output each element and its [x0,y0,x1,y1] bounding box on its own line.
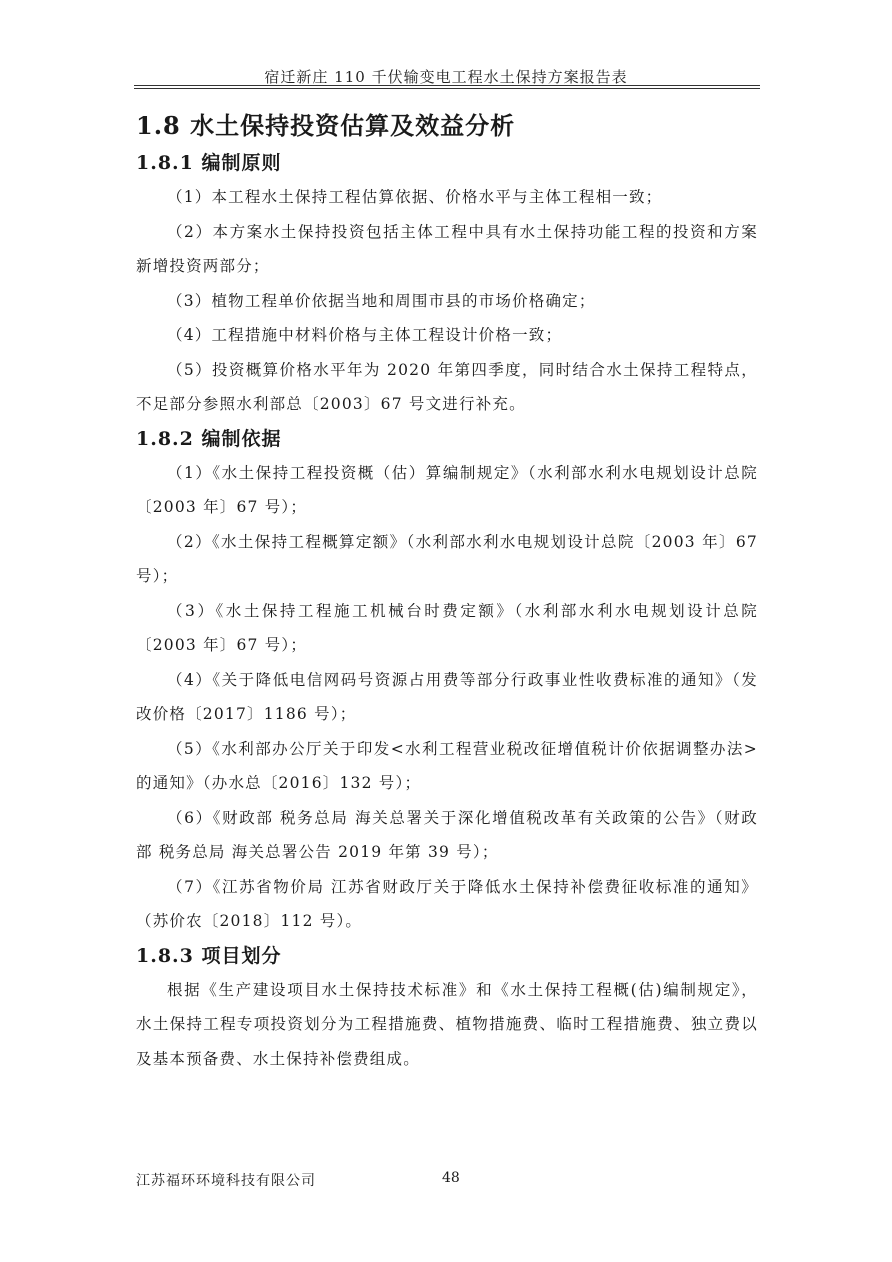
page-number: 48 [442,1170,460,1186]
paragraph: （3）《水土保持工程施工机械台时费定额》（水利部水利水电规划设计总院〔2003 年〕67 号）； [136,601,758,654]
header-rule-secondary [134,88,760,89]
paragraph: （5）《水利部办公厅关于印发<水利工程营业税改征增值税计价依据调整办法>的通知》（办水总〔2016〕132 号）； [136,739,758,792]
paragraph: （1）《水土保持工程投资概（估）算编制规定》（水利部水利水电规划设计总院〔2003 年〕67 号）； [136,463,758,516]
paragraph: （5）投资概算价格水平年为 2020 年第四季度，同时结合水土保持工程特点，不足部分参照水利部总〔2003〕67 号文进行补充。 [136,360,758,413]
paragraph: （7）《江苏省物价局 江苏省财政厅关于降低水土保持补偿费征收标准的通知》（苏价农〔2018〕112 号）。 [136,877,758,930]
paragraph: 根据《生产建设项目水土保持技术标准》和《水土保持工程概(估)编制规定》，水土保持工程专项投资划分为工程措施费、植物措施费、临时工程措施费、独立费以及基本预备费、水土保持补偿费组成。 [136,980,758,1068]
subsection-title-division: 1.8.3 项目划分 [136,944,282,967]
paragraph: （4）《关于降低电信网码号资源占用费等部分行政事业性收费标准的通知》（发改价格〔2017〕1186 号）； [136,670,758,723]
page-content [136,106,758,1076]
footer-company: 江苏福环环境科技有限公司 [136,1173,316,1189]
paragraph: （2）本方案水土保持投资包括主体工程中具有水土保持功能工程的投资和方案新增投资两部分； [136,222,758,275]
section-title: 1.8 水土保持投资估算及效益分析 [136,111,516,140]
header-rule [134,85,760,86]
paragraph: （2）《水土保持工程概算定额》（水利部水利水电规划设计总院〔2003 年〕67 号）； [136,532,758,585]
paragraph: （1）本工程水土保持工程估算依据、价格水平与主体工程相一致； [167,188,663,206]
paragraph: （4）工程措施中材料价格与主体工程设计价格一致； [167,326,563,344]
paragraph: （6）《财政部 税务总局 海关总署关于深化增值税改革有关政策的公告》（财政部 税务总局 海关总署公告 2019 年第 39 号）； [136,808,758,861]
paragraph: （3）植物工程单价依据当地和周围市县的市场价格确定； [167,291,596,310]
subsection-title-basis: 1.8.2 编制依据 [136,427,282,450]
subsection-title-principles: 1.8.1 编制原则 [136,152,282,174]
page-header: 宿迁新庄 110 千伏输变电工程水土保持方案报告表 [264,68,628,86]
